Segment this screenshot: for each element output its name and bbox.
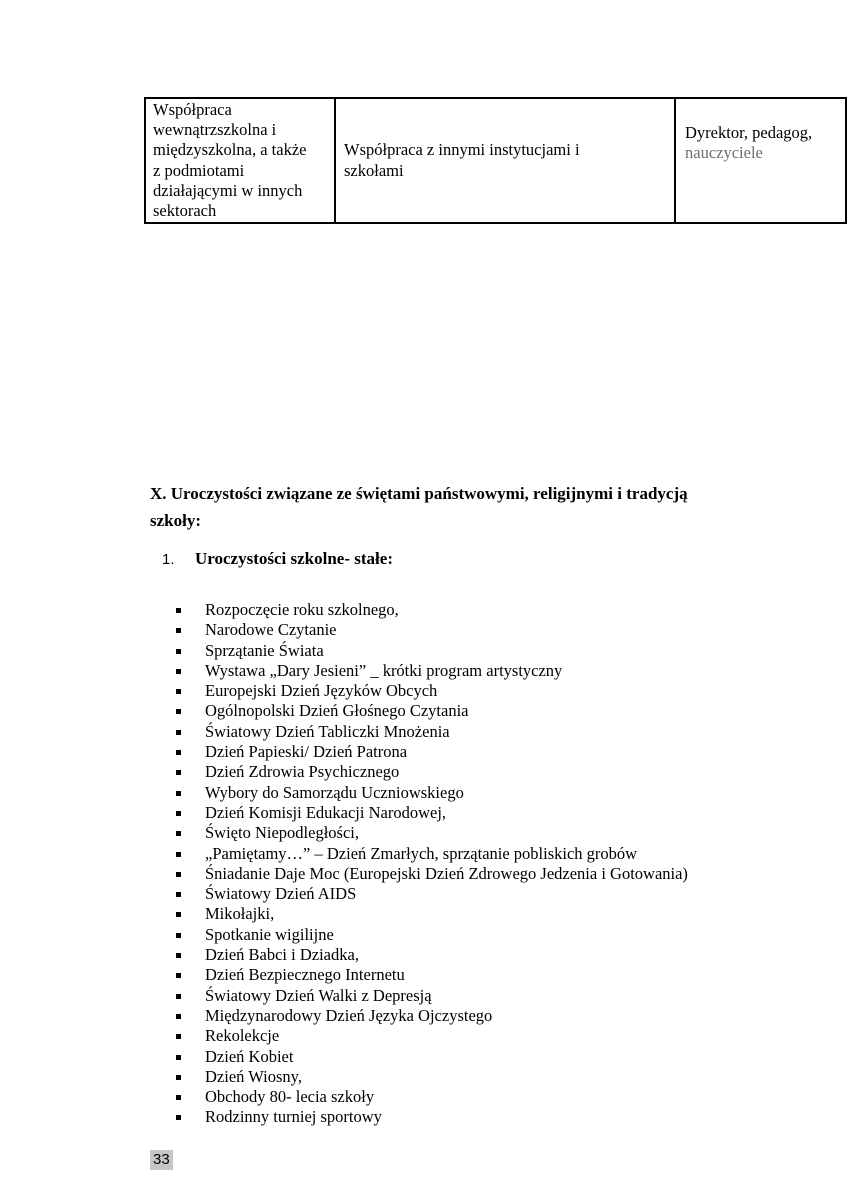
list-item	[176, 884, 816, 904]
list-item	[176, 1026, 816, 1046]
page-number: 33	[150, 1150, 173, 1170]
list-item-text: Rodzinny turniej sportowy	[205, 1107, 382, 1127]
table-cell-task	[145, 98, 335, 223]
list-item-text: Dzień Wiosny,	[205, 1066, 302, 1086]
list-item-text: Światowy Dzień AIDS	[205, 884, 357, 904]
list-item-number: 1.	[162, 551, 175, 568]
list-item	[176, 1107, 816, 1127]
bullet-square-icon	[176, 669, 181, 674]
table-cell-responsible	[675, 98, 846, 223]
list-item	[176, 701, 816, 721]
bullet-square-icon	[176, 1095, 181, 1100]
bullet-square-icon	[176, 872, 181, 877]
list-item	[176, 925, 816, 945]
list-item	[176, 986, 816, 1006]
bullet-square-icon	[176, 1115, 181, 1120]
collaboration-table	[144, 97, 847, 224]
list-item-text: Mikołajki,	[205, 904, 275, 924]
table-cell-description	[335, 98, 675, 223]
bullet-square-icon	[176, 1055, 181, 1060]
table-cell-line: Współpraca	[153, 100, 232, 119]
bullet-square-icon	[176, 1075, 181, 1080]
bullet-square-icon	[176, 689, 181, 694]
list-item-text: „Pamiętamy…” – Dzień Zmarłych, sprzątanie pobliskich grobów	[205, 843, 638, 863]
list-item	[176, 681, 816, 701]
list-item-text: Rekolekcje	[205, 1026, 280, 1046]
list-item	[176, 904, 816, 924]
table-cell-line: nauczyciele	[685, 143, 763, 163]
list-item-text: Dzień Babci i Dziadka,	[205, 945, 359, 965]
list-item-text: Światowy Dzień Tabliczki Mnożenia	[205, 721, 450, 741]
bullet-square-icon	[176, 994, 181, 999]
list-item	[176, 1047, 816, 1067]
list-item	[176, 600, 816, 620]
bullet-square-icon	[176, 892, 181, 897]
list-item-text: Wystawa „Dary Jesieni” _ krótki program artystyczny	[205, 660, 563, 680]
list-item-text: Dzień Komisji Edukacji Narodowej,	[205, 802, 447, 822]
list-item-text: Święto Niepodległości,	[205, 823, 359, 843]
list-item-text: Śniadanie Daje Moc (Europejski Dzień Zdrowego Jedzenia i Gotowania)	[205, 863, 688, 883]
list-item	[176, 965, 816, 985]
table-cell-line: wewnątrzszkolna i	[153, 120, 277, 140]
bullet-square-icon	[176, 973, 181, 978]
list-item-title: Uroczystości szkolne- stałe:	[195, 549, 393, 568]
numbered-list-item	[162, 549, 393, 569]
bullet-square-icon	[176, 730, 181, 735]
list-item-text: Narodowe Czytanie	[205, 620, 337, 640]
list-item	[176, 722, 816, 742]
table-cell-line: międzyszkolna, a także	[153, 140, 307, 160]
list-item	[176, 762, 816, 782]
list-item-text: Dzień Kobiet	[205, 1046, 294, 1066]
list-item-text: Światowy Dzień Walki z Depresją	[205, 985, 432, 1005]
list-item	[176, 823, 816, 843]
bullet-square-icon	[176, 831, 181, 836]
table-cell-line: z podmiotami	[153, 160, 245, 180]
bullet-square-icon	[176, 1034, 181, 1039]
section-heading	[150, 480, 790, 534]
bullet-square-icon	[176, 608, 181, 613]
list-item-text: Rozpoczęcie roku szkolnego,	[205, 600, 399, 619]
bullet-square-icon	[176, 770, 181, 775]
table-cell-line: szkołami	[344, 160, 404, 180]
table-cell-line: Dyrektor, pedagog,	[685, 123, 813, 142]
list-item	[176, 1067, 816, 1087]
list-item	[176, 661, 816, 681]
list-item	[176, 803, 816, 823]
events-list	[176, 600, 816, 1128]
list-item-text: Wybory do Samorządu Uczniowskiego	[205, 782, 464, 802]
list-item-text: Sprzątanie Świata	[205, 640, 324, 660]
bullet-square-icon	[176, 933, 181, 938]
list-item-text: Dzień Bezpiecznego Internetu	[205, 965, 405, 985]
list-item	[176, 945, 816, 965]
bullet-square-icon	[176, 811, 181, 816]
list-item-text: Dzień Zdrowia Psychicznego	[205, 762, 400, 782]
list-item	[176, 1006, 816, 1026]
bullet-square-icon	[176, 709, 181, 714]
bullet-square-icon	[176, 750, 181, 755]
list-item-text: Ogólnopolski Dzień Głośnego Czytania	[205, 701, 469, 721]
list-item	[176, 641, 816, 661]
list-item-text: Dzień Papieski/ Dzień Patrona	[205, 742, 408, 762]
list-item	[176, 783, 816, 803]
table-row	[145, 98, 846, 223]
table-cell-line: Współpraca z innymi instytucjami i	[344, 140, 580, 160]
list-item-text: Międzynarodowy Dzień Języka Ojczystego	[205, 1005, 493, 1025]
table-cell-line: działającymi w innych	[153, 180, 303, 200]
bullet-square-icon	[176, 852, 181, 857]
section-heading-line2: szkoły:	[150, 511, 201, 530]
bullet-square-icon	[176, 953, 181, 958]
section-heading-line1: X. Uroczystości związane ze świętami państwowymi, religijnymi i tradycją	[150, 484, 688, 503]
bullet-square-icon	[176, 791, 181, 796]
list-item-text: Obchody 80- lecia szkoły	[205, 1087, 375, 1107]
list-item	[176, 742, 816, 762]
bullet-square-icon	[176, 649, 181, 654]
bullet-square-icon	[176, 628, 181, 633]
list-item	[176, 864, 816, 884]
list-item	[176, 620, 816, 640]
bullet-square-icon	[176, 1014, 181, 1019]
list-item-text: Europejski Dzień Języków Obcych	[205, 681, 438, 701]
list-item	[176, 1087, 816, 1107]
bullet-square-icon	[176, 912, 181, 917]
list-item	[176, 844, 816, 864]
list-item-text: Spotkanie wigilijne	[205, 924, 334, 944]
table-cell-line: sektorach	[153, 201, 217, 221]
